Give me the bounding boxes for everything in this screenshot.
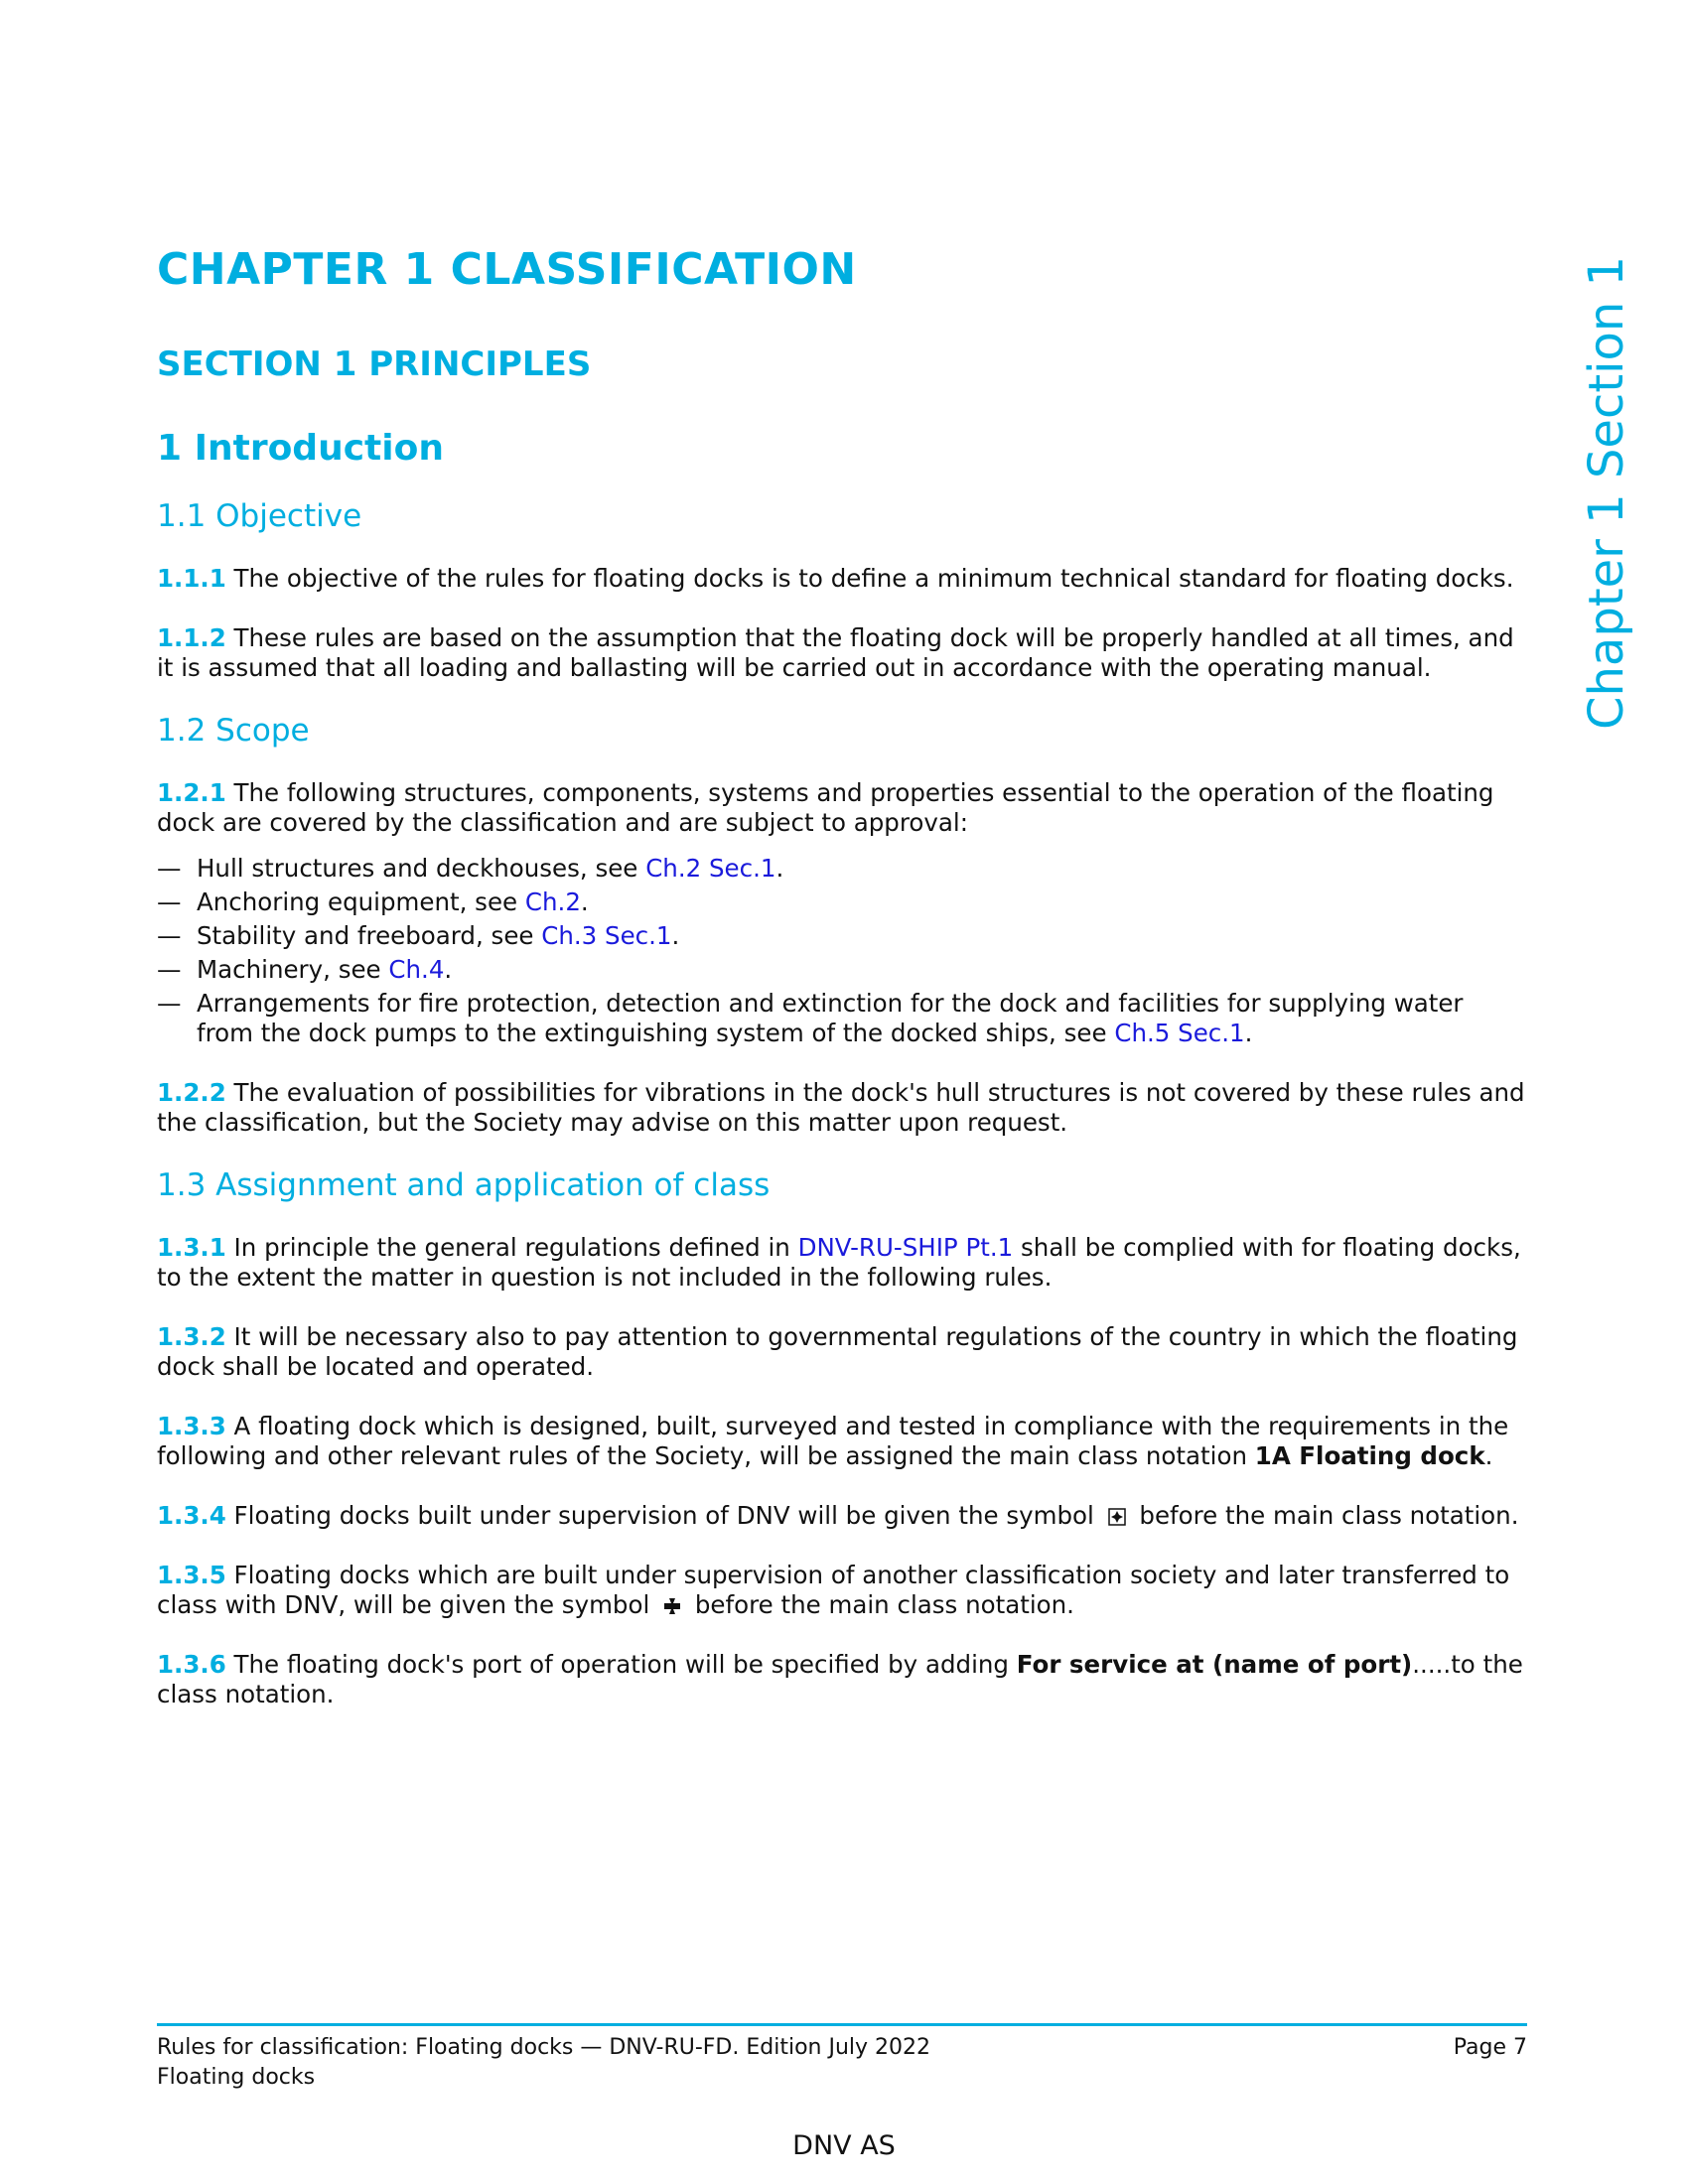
paragraph-1-3-1 <box>157 1233 1527 1293</box>
footer-doc-title: Rules for classification: Floating docks — DNV-RU-FD. Edition July 2022 <box>157 2035 931 2060</box>
paragraph-1-2-1 <box>157 778 1527 838</box>
paragraph-1-1-1 <box>157 564 1527 594</box>
para-number: 1.3.3 <box>157 1412 226 1440</box>
list-item-punct: . <box>775 854 784 883</box>
list-item <box>157 955 1527 985</box>
para-text: Floating docks which are built under supervision of another classification society and later transferred to class with DNV, will be given the symbol <box>157 1561 1510 1619</box>
para-text: These rules are based on the assumption that the floating dock will be properly handled at all times, and it is assumed that all loading and ballasting will be carried out in accordance with the operating manual. <box>157 623 1514 682</box>
para-text: In principle the general regulations defined in <box>225 1233 798 1262</box>
para-text: The following structures, components, systems and properties essential to the operation of the floating dock are covered by the classification and are subject to approval: <box>157 778 1494 837</box>
maltese-cross-icon <box>1108 1508 1126 1526</box>
paragraph-1-3-5 <box>157 1561 1527 1620</box>
list-item <box>157 989 1527 1048</box>
paragraph-1-2-2 <box>157 1078 1527 1138</box>
intro-heading: 1 Introduction <box>157 428 444 469</box>
dash-bullet: — <box>157 887 182 916</box>
footer-divider <box>157 2023 1527 2026</box>
paragraph-1-3-4 <box>157 1501 1527 1531</box>
cross-symbol-icon <box>663 1597 681 1615</box>
service-notation: For service at (name of port) <box>1016 1650 1413 1679</box>
para-number: 1.1.1 <box>157 564 226 593</box>
publisher-name: DNV AS <box>792 2130 896 2161</box>
link-dnv-ru-ship-pt1[interactable]: DNV-RU-SHIP Pt.1 <box>797 1233 1014 1262</box>
para-text: before the main class notation. <box>1131 1501 1519 1530</box>
list-item <box>157 921 1527 951</box>
link-ch2-sec1[interactable]: Ch.2 Sec.1 <box>645 854 776 883</box>
paragraph-1-3-2 <box>157 1322 1527 1382</box>
link-ch2[interactable]: Ch.2 <box>524 887 581 916</box>
footer-left <box>157 2033 930 2093</box>
para-text: Floating docks built under supervision of DNV will be given the symbol <box>225 1501 1102 1530</box>
para-text: A floating dock which is designed, built, surveyed and tested in compliance with the requirements in the following and other relevant rules of the Society, will be assigned the main class notation <box>157 1412 1509 1470</box>
page-number: Page 7 <box>1453 2035 1527 2060</box>
list-item-punct: . <box>580 887 589 916</box>
dash-bullet: — <box>157 955 182 984</box>
para-number: 1.2.1 <box>157 778 226 807</box>
chapter-title: CHAPTER 1 CLASSIFICATION <box>157 244 857 295</box>
para-number: 1.3.6 <box>157 1650 226 1679</box>
list-item-text: Anchoring equipment, see <box>197 887 525 916</box>
list-item-punct: . <box>1244 1019 1253 1047</box>
para-text: shall be complied with for floating docks, to the extent the matter in question is not included in the following rules. <box>157 1233 1521 1292</box>
para-number: 1.1.2 <box>157 623 226 652</box>
list-item-text: Machinery, see <box>197 955 389 984</box>
scope-list <box>157 854 1527 1048</box>
list-item <box>157 887 1527 917</box>
paragraph-1-1-2 <box>157 623 1527 683</box>
heading-objective: 1.1 Objective <box>157 498 362 534</box>
para-text: before the main class notation. <box>687 1590 1074 1619</box>
dash-bullet: — <box>157 989 182 1018</box>
class-notation: 1A Floating dock <box>1254 1441 1485 1470</box>
side-tab-chapter-section: Chapter 1 Section 1 <box>1579 255 1634 730</box>
list-item-text: Stability and freeboard, see <box>197 921 542 950</box>
list-item-punct: . <box>444 955 453 984</box>
link-ch3-sec1[interactable]: Ch.3 Sec.1 <box>541 921 672 950</box>
footer-doc-subtitle: Floating docks <box>157 2065 316 2090</box>
link-ch4[interactable]: Ch.4 <box>388 955 445 984</box>
section-title: SECTION 1 PRINCIPLES <box>157 344 592 384</box>
list-item-punct: . <box>671 921 680 950</box>
list-item-text: Hull structures and deckhouses, see <box>197 854 646 883</box>
para-number: 1.3.2 <box>157 1322 226 1351</box>
para-text: . <box>1484 1441 1493 1470</box>
main-content <box>157 244 1527 1709</box>
heading-assignment-class: 1.3 Assignment and application of class <box>157 1167 771 1203</box>
para-number: 1.2.2 <box>157 1078 226 1107</box>
para-number: 1.3.1 <box>157 1233 226 1262</box>
para-text: The evaluation of possibilities for vibrations in the dock's hull structures is not covered by these rules and the classification, but the Society may advise on this matter upon request. <box>157 1078 1525 1137</box>
para-text: The floating dock's port of operation will be specified by adding <box>225 1650 1017 1679</box>
paragraph-1-3-3 <box>157 1412 1527 1471</box>
list-item <box>157 854 1527 884</box>
dash-bullet: — <box>157 921 182 950</box>
paragraph-1-3-6 <box>157 1650 1527 1709</box>
link-ch5-sec1[interactable]: Ch.5 Sec.1 <box>1114 1019 1245 1047</box>
para-text: The objective of the rules for floating docks is to define a minimum technical standard for floating docks. <box>225 564 1514 593</box>
para-text: It will be necessary also to pay attention to governmental regulations of the country in which the floating dock shall be located and operated. <box>157 1322 1518 1381</box>
para-number: 1.3.4 <box>157 1501 226 1530</box>
para-number: 1.3.5 <box>157 1561 226 1589</box>
heading-scope: 1.2 Scope <box>157 713 310 749</box>
dash-bullet: — <box>157 854 182 883</box>
para-text: .....to the class notation. <box>157 1650 1523 1708</box>
list-item-text: Arrangements for fire protection, detection and extinction for the dock and facilities for supplying water from the dock pumps to the extinguishing system of the docked ships, see <box>197 989 1464 1047</box>
